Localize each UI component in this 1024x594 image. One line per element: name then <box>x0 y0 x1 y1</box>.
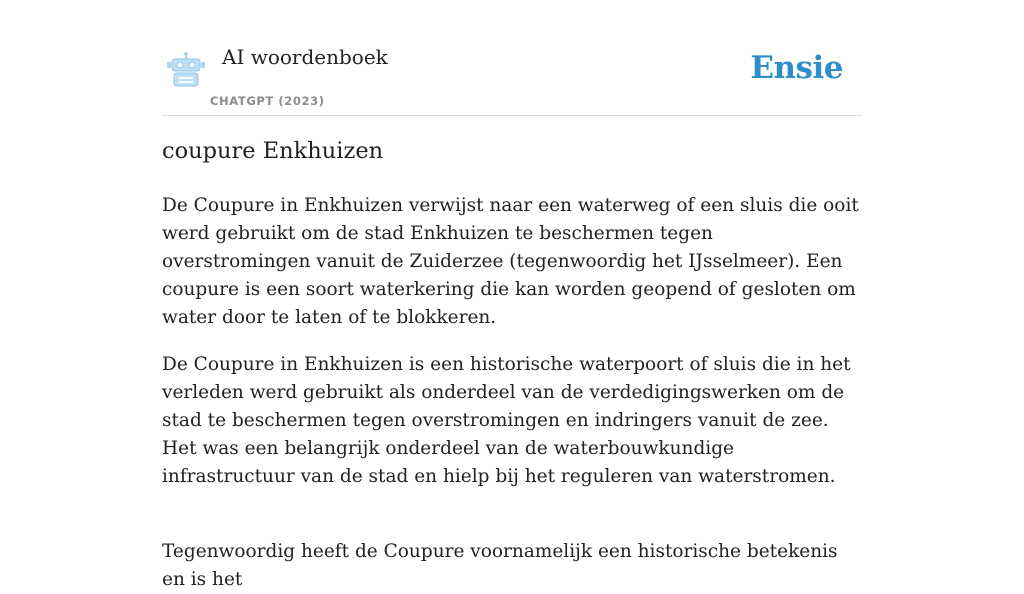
paragraph: De Coupure in Enkhuizen is een historische waterpoort of sluis die in het verleden werd gebruikt als onderdeel van de verdedigingswerken om de stad te beschermen tegen overstromingen en indringers vanuit de zee. Het was een belangrijk onderdeel van de waterbouwkundige infrastructuur van de stad en hielp bij het reguleren van waterstromen. <box>162 354 851 487</box>
source-meta: CHATGPT (2023) <box>210 94 325 108</box>
paragraph: De Coupure in Enkhuizen verwijst naar een waterweg of een sluis die ooit werd gebruikt om de stad Enkhuizen te beschermen tegen overstromingen vanuit de Zuiderzee (tegenwoordig het IJsselmeer). Een coupure is een soort waterkering die kan worden geopend of gesloten om water door te laten of te blokkeren. <box>162 195 859 328</box>
robot-icon <box>166 52 206 88</box>
article-body <box>162 192 862 594</box>
source-title[interactable]: AI woordenboek <box>222 45 388 69</box>
paragraph-spacer <box>162 510 862 538</box>
paragraph: Tegenwoordig heeft de Coupure voornamelijk een historische betekenis en is het <box>162 541 838 590</box>
brand-logo-link[interactable]: Ensie <box>750 50 843 86</box>
page-title: coupure Enkhuizen <box>162 138 384 164</box>
header <box>162 36 862 116</box>
